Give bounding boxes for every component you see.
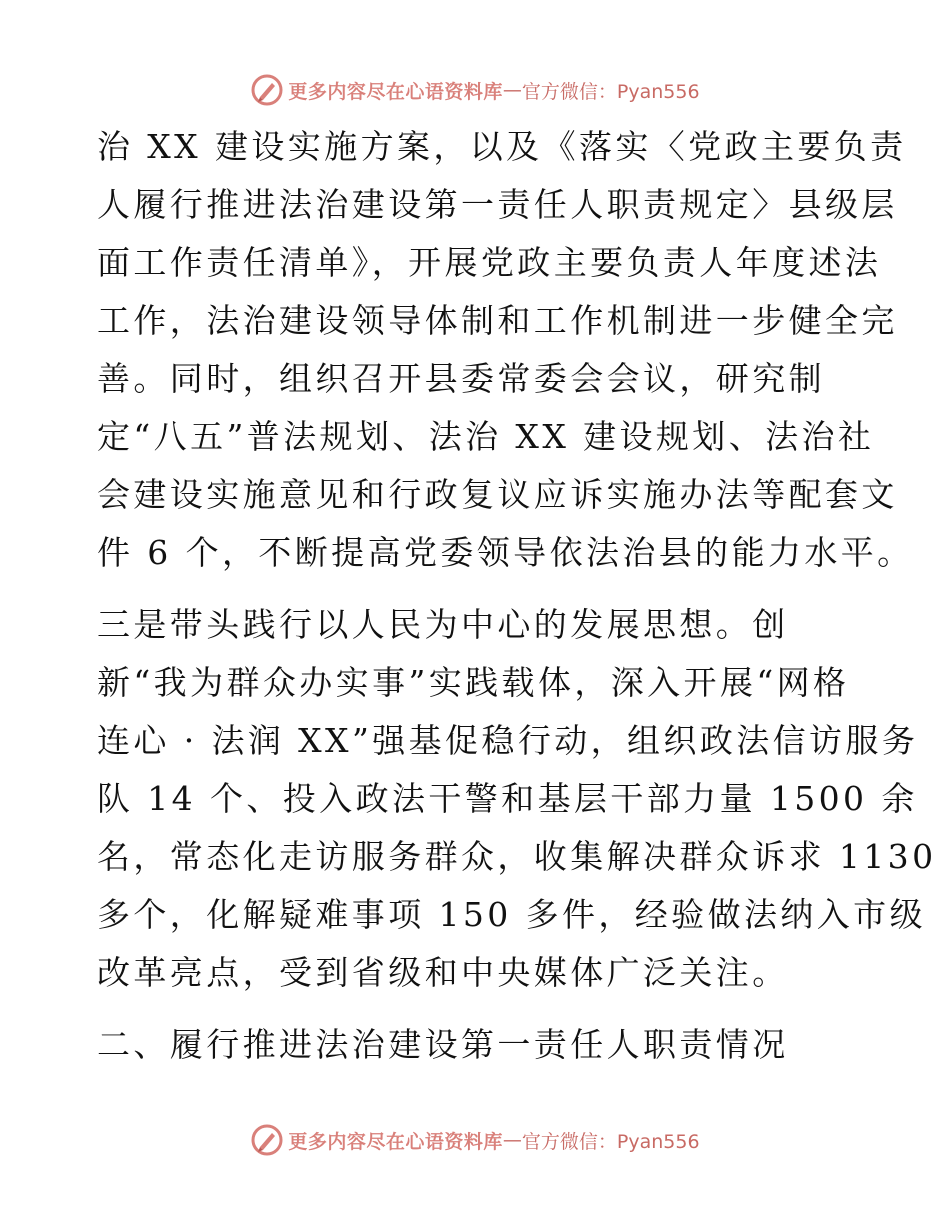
pen-logo-icon [250,1123,284,1157]
watermark-suffix: 官方微信：Pyan556 [521,80,700,103]
paragraph [97,596,937,1002]
paragraph [97,118,914,582]
watermark-suffix: 官方微信：Pyan556 [521,1130,700,1153]
text-line: 新“我为群众办实事”实践载体，深入开展“网格 [97,663,850,702]
watermark-brand: 更多内容尽在心语资料库 [288,80,503,103]
text-line: 件 6 个，不断提高党委领导依法治县的能力水平。 [97,533,914,572]
text-line: 队 14 个、投入政法干警和基层干部力量 1500 余 [97,779,918,818]
section-heading [97,1016,877,1074]
text-line: 改革亮点，受到省级和中央媒体广泛关注。 [97,953,789,992]
watermark-brand: 更多内容尽在心语资料库 [288,1130,503,1153]
text-line: 人履行推进法治建设第一责任人职责规定〉县级层 [97,185,898,224]
text-line: 多个，化解疑难事项 150 多件，经验做法纳入市级 [97,895,926,934]
text-line: 定“八五”普法规划、法治 XX 建设规划、法治社 [97,417,875,456]
footer-watermark [0,1120,950,1160]
pen-logo-icon [250,73,284,107]
header-watermark [0,70,950,110]
text-line: 工作，法治建设领导体制和工作机制进一步健全完 [97,301,898,340]
text-line: 面工作责任清单》，开展党政主要负责人年度述法 [97,243,882,282]
text-line: 二、履行推进法治建设第一责任人职责情况 [97,1025,789,1064]
text-line: 善。同时，组织召开县委常委会会议，研究制 [97,359,825,398]
text-line: 会建设实施意见和行政复议应诉实施办法等配套文 [97,475,898,514]
text-line: 名，常态化走访服务群众，收集解决群众诉求 1130 [97,837,937,876]
watermark-separator: — [502,79,522,101]
text-line: 治 XX 建设实施方案，以及《落实〈党政主要负责 [97,127,907,166]
watermark-separator: — [502,1129,522,1151]
document-body [97,118,937,1074]
text-line: 连心 · 法润 XX”强基促稳行动，组织政法信访服务 [97,721,919,760]
text-line: 三是带头践行以人民为中心的发展思想。创 [97,605,789,644]
